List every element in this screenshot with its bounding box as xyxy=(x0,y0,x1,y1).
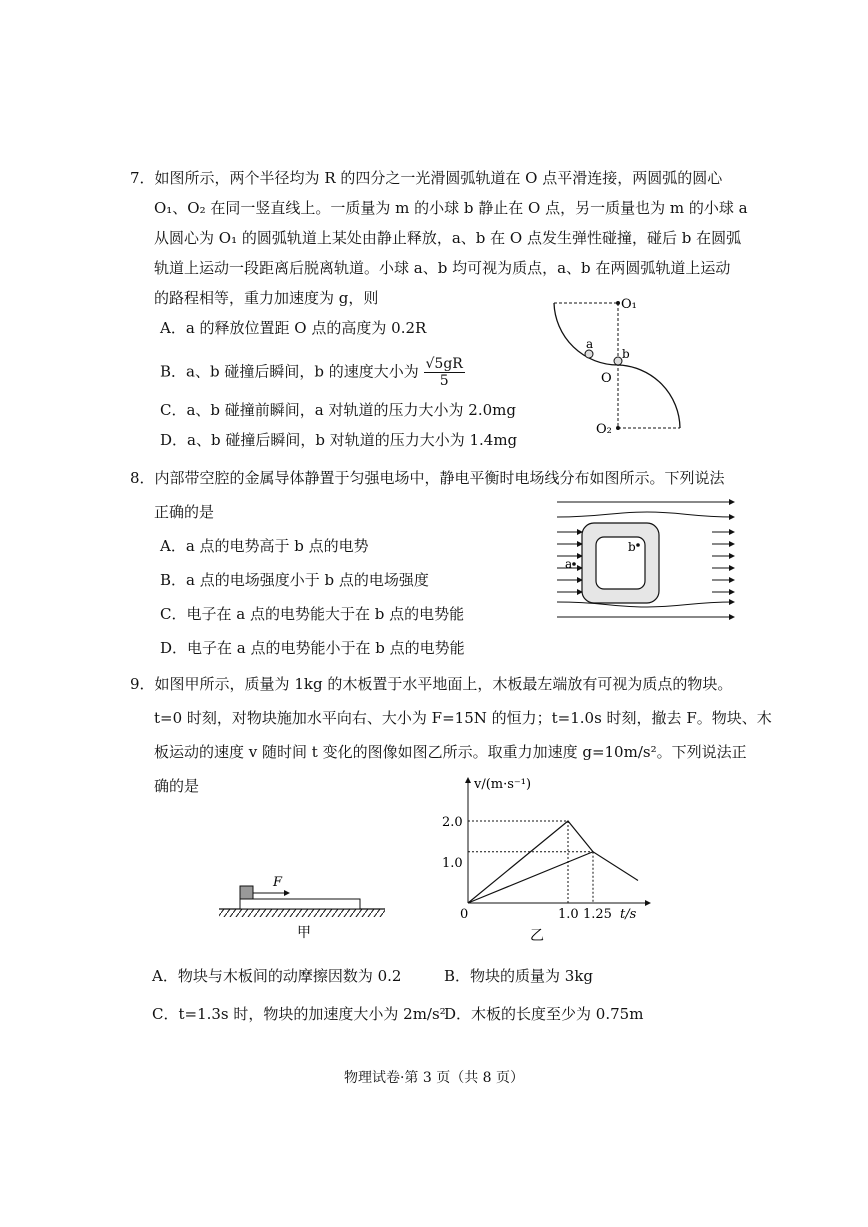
q7-option-c: C．a、b 碰撞前瞬间，a 对轨道的压力大小为 2.0mg xyxy=(160,401,516,419)
q8-electric-field-figure xyxy=(552,492,742,632)
q7-arc-track-figure xyxy=(540,292,690,442)
q8-label-a: a xyxy=(565,557,573,571)
page-footer: 物理试卷·第 3 页（共 8 页） xyxy=(343,1070,525,1086)
q7-line-5: 的路程相等，重力加速度为 g，则 xyxy=(154,289,379,307)
q8-option-a: A．a 点的电势高于 b 点的电势 xyxy=(160,537,369,555)
q9-line-3: 板运动的速度 v 随时间 t 变化的图像如图乙所示。取重力加速度 g=10m/s²。下列说法正 xyxy=(154,743,747,761)
q9-option-c: C．t=1.3s 时，物块的加速度大小为 2m/s² xyxy=(152,1005,446,1023)
q7-line-4: 轨道上运动一段距离后脱离轨道。小球 a、b 均可视为质点，a、b 在两圆弧轨道上运动 xyxy=(154,259,731,277)
y-axis-label: v/(m·s⁻¹) xyxy=(474,777,532,792)
q8-line-2: 正确的是 xyxy=(154,503,215,521)
origin-label: 0 xyxy=(460,907,469,922)
q9-option-d: D．木板的长度至少为 0.75m xyxy=(444,1005,644,1023)
q8-label-b: b xyxy=(628,540,636,554)
q7-label-o2: O₂ xyxy=(596,422,612,437)
q9-line-2: t=0 时刻，对物块施加水平向右、大小为 F=15N 的恒力；t=1.0s 时刻，撤去 F。物块、木 xyxy=(154,709,772,727)
q9-option-b: B．物块的质量为 3kg xyxy=(444,967,594,985)
series-line-1 xyxy=(468,821,593,903)
q9-fig-jia-caption: 甲 xyxy=(297,925,311,941)
q7-line-1: 7．如图所示，两个半径均为 R 的四分之一光滑圆弧轨道在 O 点平滑连接，两圆弧的圆心 xyxy=(130,169,723,187)
q9-option-a: A．物块与木板间的动摩擦因数为 0.2 xyxy=(152,967,402,985)
q8-line-1: 8．内部带空腔的金属导体静置于匀强电场中，静电平衡时电场线分布如图所示。下列说法 xyxy=(130,469,725,487)
q7-option-b-fraction xyxy=(424,356,465,389)
q7-option-b-numerator: √5gR xyxy=(425,356,463,372)
q7-line-2: O₁、O₂ 在同一竖直线上。一质量为 m 的小球 b 静止在 O 点，另一质量也为 m 的小球 a xyxy=(154,199,748,217)
q7-label-b: b xyxy=(622,347,630,361)
q8-option-c: C．电子在 a 点的电势能大于在 b 点的电势能 xyxy=(160,605,465,623)
q9-fig-jia-board-block xyxy=(215,865,395,945)
y-tick-label-2: 2.0 xyxy=(442,815,463,830)
q8-option-d: D．电子在 a 点的电势能小于在 b 点的电势能 xyxy=(160,639,465,657)
q8-option-b: B．a 点的电场强度小于 b 点的电场强度 xyxy=(160,571,429,589)
x-tick-label-1: 1.0 xyxy=(558,907,579,922)
q7-option-a: A．a 的释放位置距 O 点的高度为 0.2R xyxy=(160,319,427,337)
x-tick-label-2: 1.25 xyxy=(583,907,612,922)
q7-option-b-denominator: 5 xyxy=(439,373,449,389)
q7-label-a: a xyxy=(586,337,594,351)
q7-option-b xyxy=(160,356,465,389)
q7-label-o1: O₁ xyxy=(621,297,637,312)
q7-line-3: 从圆心为 O₁ 的圆弧轨道上某处由静止释放，a、b 在 O 点发生弹性碰撞，碰后 b 在圆弧 xyxy=(154,229,742,247)
q7-label-o: O xyxy=(601,371,612,386)
q9-line-4: 确的是 xyxy=(154,777,200,795)
q9-label-force: F xyxy=(273,875,283,890)
q9-fig-yi-caption: 乙 xyxy=(530,928,544,944)
q9-fig-yi-vt-chart xyxy=(430,770,660,948)
q9-line-1: 9．如图甲所示，质量为 1kg 的木板置于水平地面上，木板最左端放有可视为质点的物块。 xyxy=(130,675,733,693)
q7-option-b-text: B．a、b 碰撞后瞬间，b 的速度大小为 xyxy=(160,362,419,381)
q7-option-d: D．a、b 碰撞后瞬间，b 对轨道的压力大小为 1.4mg xyxy=(160,431,518,449)
y-tick-label-1: 1.0 xyxy=(442,856,463,871)
series-line-2 xyxy=(468,852,638,903)
x-axis-label: t/s xyxy=(620,907,637,922)
